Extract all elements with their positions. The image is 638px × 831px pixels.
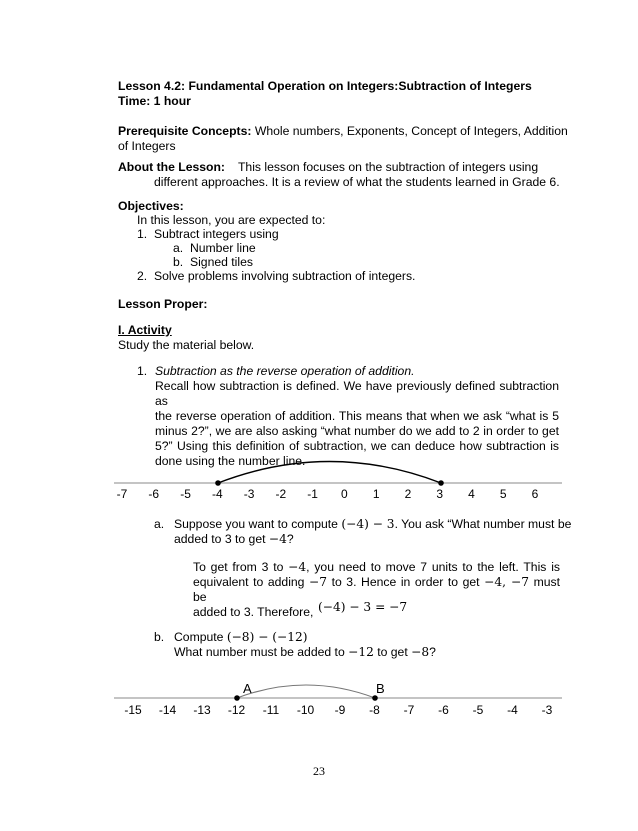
text-run: . You ask “What number must be [394, 517, 572, 531]
objective-text: Subtract integers using [153, 227, 279, 241]
prerequisite-text-cont: of Integers [118, 139, 176, 153]
text-run: equivalent to adding [193, 575, 310, 589]
math-expression: −4, −7 [484, 575, 530, 589]
objectives-intro: In this lesson, you are expected to: [137, 213, 326, 227]
number-line-2 [100, 676, 570, 720]
point-b-marker [372, 695, 378, 701]
activity-instruction: Study the material below. [118, 338, 255, 352]
number-line-arc [237, 685, 375, 698]
tick-label: -6 [438, 703, 449, 717]
tick-label: 1 [372, 487, 380, 501]
tick-label: -13 [193, 703, 211, 717]
tick-label: -10 [296, 703, 315, 717]
math-expression: (−4) − 3 [341, 517, 395, 531]
tick-label: -7 [403, 703, 415, 717]
text-run: What number must be added to [174, 645, 349, 659]
part-a-line1 [174, 517, 571, 532]
math-expression: −8 [411, 645, 430, 659]
number-line-arc [218, 462, 441, 484]
part-b-line1 [174, 630, 308, 645]
text-run: Compute [174, 630, 227, 644]
tick-label: 5 [499, 487, 507, 501]
about-label: About the Lesson: [118, 160, 225, 174]
math-expression: −12 [348, 645, 374, 659]
number-line-1-labels [117, 487, 539, 501]
item1-line: 5?” Using this definition of subtraction, we can deduce how subtraction is [155, 439, 559, 453]
lesson-proper-heading: Lesson Proper: [118, 297, 208, 311]
point-a-marker [234, 695, 240, 701]
item1-line: done using the number line. [155, 454, 306, 468]
prerequisite-text: Whole numbers, Exponents, Concept of Integers, Addition [254, 124, 568, 138]
objective-num: 2. [137, 269, 148, 283]
item1-number: 1. [137, 364, 148, 378]
part-a-equation: (−4) − 3 = −7 [318, 600, 408, 614]
tick-label: -3 [243, 487, 255, 501]
tick-label: 0 [341, 487, 348, 501]
tick-label: 6 [531, 487, 539, 501]
number-line-point-end [438, 480, 444, 486]
subitem-letter: b. [173, 255, 184, 269]
tick-label: -4 [507, 703, 518, 717]
objective-item-1 [137, 227, 279, 242]
tick-label: -14 [158, 703, 177, 717]
tick-label: -8 [369, 703, 380, 717]
tick-label: -4 [211, 487, 223, 501]
objective-text: Solve problems involving subtraction of integers. [153, 269, 416, 283]
subitem-text: Number line [189, 241, 256, 255]
objective-subitem-b [173, 255, 253, 270]
item1-line: minus 2?”, we are also asking “what number do we add to 2 in order to get [155, 424, 559, 438]
tick-label: -6 [148, 487, 160, 501]
math-expression: −4 [288, 560, 307, 574]
tick-label: -2 [275, 487, 287, 501]
item1-line: Recall how subtraction is defined. We have previously defined subtraction as [155, 379, 559, 408]
math-expression: −7 [309, 575, 327, 589]
tick-label: -5 [472, 703, 484, 717]
tick-label: -9 [334, 703, 346, 717]
lesson-time: Time: 1 hour [118, 94, 191, 108]
part-b-line2 [174, 645, 436, 660]
tick-label: 3 [436, 487, 444, 501]
point-b-label: B [376, 681, 385, 696]
subitem-letter: a. [173, 241, 184, 255]
text-run: ? [429, 645, 436, 659]
tick-label: 2 [404, 487, 412, 501]
objectives-label: Objectives: [118, 199, 184, 213]
tick-label: -5 [180, 487, 191, 501]
activity-heading: I. Activity [118, 323, 172, 337]
prerequisite-line [118, 124, 568, 139]
text-run: To get from 3 to [193, 560, 289, 574]
explanation-line [193, 560, 560, 575]
about-line [118, 160, 538, 175]
item1-line: the reverse operation of addition. This means that when we ask “what is 5 [155, 409, 559, 423]
page-number: 23 [313, 764, 325, 778]
text-run: added to 3 to get [174, 532, 269, 546]
tick-label: -7 [116, 487, 128, 501]
number-line-1 [100, 452, 570, 502]
objective-num: 1. [137, 227, 148, 241]
objective-item-2 [137, 269, 415, 284]
tick-label: 4 [468, 487, 475, 501]
part-a-line2 [174, 532, 294, 547]
subitem-text: Signed tiles [189, 255, 253, 269]
number-line-2-labels [124, 703, 552, 717]
lesson-title: Lesson 4.2: Fundamental Operation on Integers:Subtraction of Integers [118, 79, 532, 93]
number-line-point-start [215, 480, 221, 486]
math-expression: −4 [268, 532, 287, 546]
about-text: This lesson focuses on the subtraction of integers using [237, 160, 539, 174]
objective-subitem-a [173, 241, 256, 256]
part-a-letter: a. [154, 517, 165, 531]
part-b-letter: b. [154, 630, 165, 644]
math-expression: (−8) − (−12) [226, 630, 308, 644]
text-run: Suppose you want to compute [174, 517, 342, 531]
text-run: ? [286, 532, 294, 546]
tick-label: -15 [124, 703, 142, 717]
text-run: must be [193, 575, 560, 604]
tick-label: -1 [307, 487, 318, 501]
tick-label: -12 [227, 703, 246, 717]
item1-title: Subtraction as the reverse operation of addition. [155, 364, 415, 378]
text-run: , you need to move 7 units to the left. This is [306, 560, 560, 574]
about-text-cont: different approaches. It is a review of what the students learned in Grade 6. [154, 175, 560, 189]
tick-label: -3 [541, 703, 553, 717]
point-a-label: A [243, 681, 252, 696]
tick-label: -11 [262, 703, 280, 717]
prerequisite-label: Prerequisite Concepts: [118, 124, 252, 138]
text-run: to 3. Hence in order to get [327, 575, 485, 589]
explanation-line: added to 3. Therefore, [193, 605, 314, 619]
text-run: to get [373, 645, 412, 659]
